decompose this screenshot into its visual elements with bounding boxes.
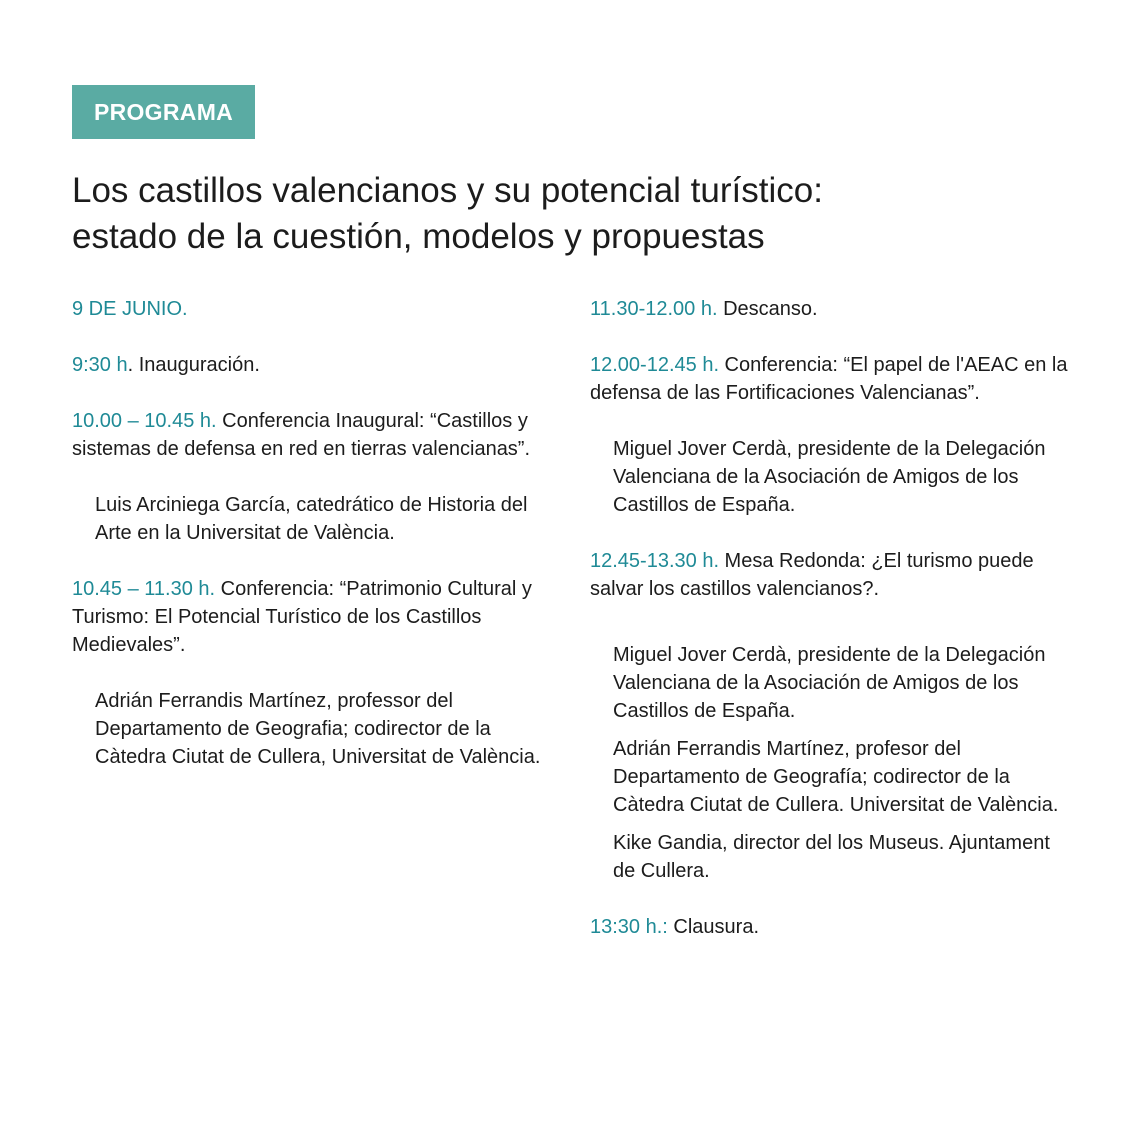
schedule-right-column [590,295,1070,969]
schedule-description: Conferencia: “El papel de l'AEAC en la defensa de las Fortificaciones Valencianas”. [590,354,1068,404]
schedule-time: 11.30-12.00 h. [590,298,718,320]
schedule-item-conferencia-patrimonio [72,575,542,659]
page-title [72,168,1072,260]
schedule-item-inauguracion [72,351,542,379]
schedule-left-column [72,295,542,799]
speaker-info: Miguel Jover Cerdà, presidente de la Delegación Valenciana de la Asociación de Amigos de los Castillos de España. [613,438,1046,516]
schedule-item-conferencia-aeac [590,351,1070,407]
schedule-description: Descanso. [717,298,818,320]
schedule-description: Clausura. [667,916,759,938]
schedule-time: 12.45-13.30 h. [590,550,719,572]
speaker-info: Adrián Ferrandis Martínez, professor del Departamento de Geografia; codirector de la Càtedra Ciutat de Cullera, Universitat de València. [95,690,541,768]
schedule-description: Mesa Redonda: ¿El turismo puede salvar los castillos valencianos?. [590,550,1034,600]
schedule-description: Conferencia: “Patrimonio Cultural y Turismo: El Potencial Turístico de los Castillos Medievales”. [72,578,532,656]
schedule-time: 13:30 h.: [590,916,668,938]
schedule-item-clausura [590,913,1070,941]
schedule-time: 10.45 – 11.30 h. [72,578,216,600]
schedule-time: 9:30 h [72,354,128,376]
schedule-description: . Inauguración. [127,354,260,376]
schedule-item-conferencia-inaugural [72,407,542,463]
speaker-info: Kike Gandia, director del los Museus. Ajuntament de Cullera. [613,832,1050,882]
event-date: 9 DE JUNIO. [72,298,188,320]
speaker-info: Miguel Jover Cerdà, presidente de la Delegación Valenciana de la Asociación de Amigos de los Castillos de España. [613,644,1046,722]
title-line-2: estado de la cuestión, modelos y propuestas [72,217,765,256]
schedule-time: 10.00 – 10.45 h. [72,410,217,432]
title-line-1: Los castillos valencianos y su potencial turístico: [72,171,823,210]
schedule-description: Conferencia Inaugural: “Castillos y sistemas de defensa en red en tierras valencianas”. [72,410,531,460]
schedule-time: 12.00-12.45 h. [590,354,719,376]
speaker-info: Adrián Ferrandis Martínez, profesor del Departamento de Geografía; codirector de la Càtedra Ciutat de Cullera. Universitat de València. [613,738,1059,816]
program-badge: PROGRAMA [72,85,255,139]
schedule-item-mesa-redonda [590,547,1070,603]
speaker-info: Luis Arciniega García, catedrático de Historia del Arte en la Universitat de València. [95,494,528,544]
schedule-item-descanso [590,295,1070,323]
